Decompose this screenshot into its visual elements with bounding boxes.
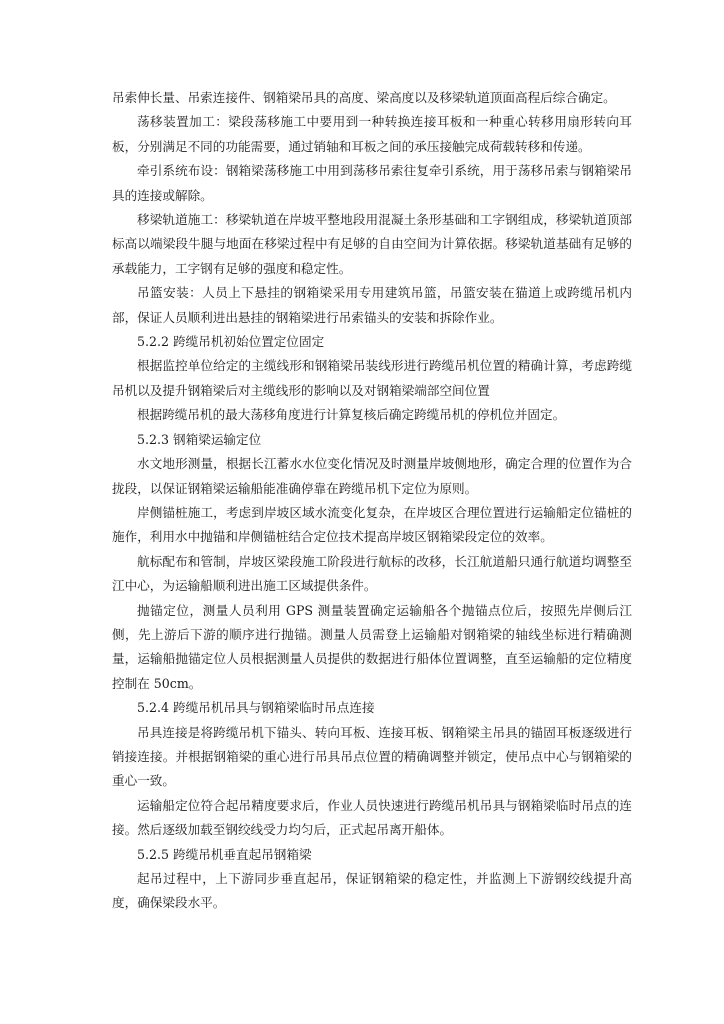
paragraph-12: 抛锚定位，测量人员利用 GPS 测量装置确定运输船各个抛锚点位后，按照先岸侧后江侧，先上游后下游的顺序进行抛锚。测量人员需登上运输船对钢箱梁的轴线坐标进行精确测量，运输船抛锚定位人员根据测量人员提供的数据进行船体位置调整，直至运输船的定位精度控制在 50cm。: [112, 602, 632, 691]
section-heading-5-2-5: 5.2.5 跨缆吊机垂直起吊钢箱梁: [137, 846, 312, 862]
paragraph-17: 起吊过程中，上下游同步垂直起吊，保证钢箱梁的稳定性，并监测上下游钢绞线提升高度，确保梁段水平。: [112, 871, 632, 911]
paragraph-4: 吊篮安装：人员上下悬挂的钢箱梁采用专用建筑吊篮，吊篮安装在猫道上或跨缆吊机内部，保证人员顺利进出悬挂的钢箱梁进行吊索锚头的安装和拆除作业。: [112, 285, 632, 325]
paragraph-6: 根据监控单位给定的主缆线形和钢箱梁吊装线形进行跨缆吊机位置的精确计算，考虑跨缆吊机以及提升钢箱梁后对主缆线形的影响以及对钢箱梁端部空间位置: [112, 358, 632, 398]
paragraph-0: 吊索伸长量、吊索连接件、钢箱梁吊具的高度、梁高度以及移梁轨道顶面高程后综合确定。: [112, 90, 616, 105]
paragraph-2: 牵引系统布设：钢箱梁荡移施工中用到荡移吊索往复牵引系统，用于荡移吊索与钢箱梁吊具的连接或解除。: [112, 163, 632, 203]
paragraph-3: 移梁轨道施工：移梁轨道在岸坡平整地段用混凝土条形基础和工字钢组成，移梁轨道顶部标高以端梁段牛腿与地面在移梁过程中有足够的自由空间为计算依据。移梁轨道基础有足够的承载能力，工字钢有足够的强度和稳定性。: [112, 212, 632, 276]
paragraph-11: 航标配布和管制，岸坡区梁段施工阶段进行航标的改移，长江航道船只通行航道均调整至江中心，为运输船顺利进出施工区域提供条件。: [112, 553, 632, 594]
paragraph-15: 运输船定位符合起吊精度要求后，作业人员快速进行跨缆吊机吊具与钢箱梁临时吊点的连接。然后逐级加载至钢绞线受力均匀后，正式起吊离开船体。: [112, 797, 632, 838]
section-heading-5-2-4: 5.2.4 跨缆吊机吊具与钢箱梁临时吊点连接: [137, 700, 375, 716]
section-heading-5-2-2: 5.2.2 跨缆吊机初始位置定位固定: [137, 334, 325, 350]
paragraph-9: 水文地形测量，根据长江蓄水水位变化情况及时测量岸坡侧地形，确定合理的位置作为合拢段，以保证钢箱梁运输船能准确停靠在跨缆吊机下定位为原则。: [112, 456, 632, 496]
paragraph-14: 吊具连接是将跨缆吊机下锚头、转向耳板、连接耳板、钢箱梁主吊具的锚固耳板逐级进行销接连接。并根据钢箱梁的重心进行吊具吊点位置的精确调整并锁定，使吊点中心与钢箱梁的重心一致。: [112, 724, 632, 789]
section-heading-5-2-3: 5.2.3 钢箱梁运输定位: [137, 431, 262, 447]
paragraph-7: 根据跨缆吊机的最大荡移角度进行计算复核后确定跨缆吊机的停机位并固定。: [137, 407, 566, 423]
paragraph-1: 荡移装置加工：梁段荡移施工中要用到一种转换连接耳板和一种重心转移用扇形转向耳板，分别满足不同的功能需要，通过销轴和耳板之间的承压接触完成荷载转移和传递。: [112, 114, 632, 154]
paragraph-10: 岸侧锚桩施工，考虑到岸坡区域水流变化复杂，在岸坡区合理位置进行运输船定位锚桩的施作，利用水中抛锚和岸侧锚桩结合定位技术提高岸坡区钢箱梁段定位的效率。: [112, 504, 632, 545]
